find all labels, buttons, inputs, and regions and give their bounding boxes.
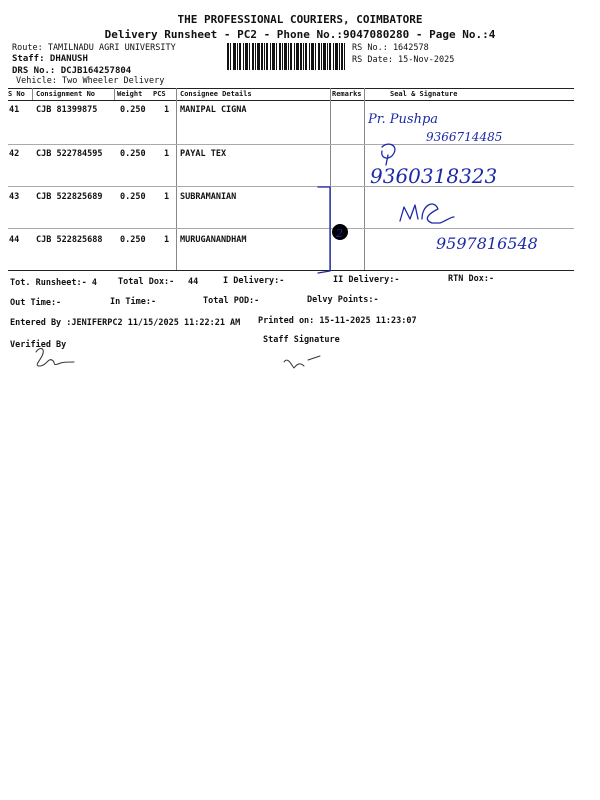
row-42-consignee: PAYAL TEX <box>180 149 227 159</box>
row-43-consignment: CJB 522825689 <box>36 192 103 202</box>
col-consignment-header: Consignment No <box>36 90 96 98</box>
row-41-receiver-phone: 9366714485 <box>426 130 503 144</box>
verifier-signature <box>28 340 88 370</box>
route-label: Route: TAMILNADU AGRI UNIVERSITY <box>12 43 176 53</box>
printed-on: Printed on: 15-11-2025 11:23:07 <box>258 316 417 326</box>
row-42-sno: 42 <box>9 149 20 159</box>
row-44-sno: 44 <box>9 235 20 245</box>
tot-runsheet: Tot. Runsheet:- 4 <box>10 278 97 288</box>
handwritten-signatures <box>318 95 588 280</box>
ii-delivery: II Delivery:- <box>333 275 400 285</box>
row-41-weight: 0.250 <box>120 105 146 115</box>
row-41-consignment: CJB 81399875 <box>36 105 98 115</box>
col-pcs-header: PCS <box>153 90 166 98</box>
col-divider <box>114 88 115 100</box>
row-42-pcs: 1 <box>164 149 170 159</box>
col-seal-header: Seal & Signature <box>390 90 458 98</box>
total-dox-value: 44 <box>188 277 199 287</box>
row-41-sno: 41 <box>9 105 20 115</box>
row-43-consignee: SUBRAMANIAN <box>180 192 237 202</box>
verified-by-label: Verified By <box>10 340 67 350</box>
row-44-pcs: 1 <box>164 235 170 245</box>
i-delivery: I Delivery:- <box>223 276 285 286</box>
rs-date: RS Date: 15-Nov-2025 <box>352 55 455 65</box>
row-41-pcs: 1 <box>164 105 170 115</box>
vehicle-label: Vehicle: Two Wheeler Delivery <box>16 76 165 86</box>
barcode-image <box>227 43 345 70</box>
staff-signature-label: Staff Signature <box>263 335 340 345</box>
col-divider <box>176 88 177 271</box>
row-42-consignment: CJB 522784595 <box>36 149 103 159</box>
row-42-receiver-phone: 9360318323 <box>370 164 498 188</box>
bracket-mark: 2 <box>336 227 343 240</box>
row-44-consignment: CJB 522825688 <box>36 235 103 245</box>
delvy-points: Delvy Points:- <box>307 295 379 305</box>
row-44-consignee: MURUGANANDHAM <box>180 235 247 245</box>
row-41-receiver-name: Pr. Pushpa <box>368 112 439 127</box>
row-43-sno: 43 <box>9 192 20 202</box>
entered-by: Entered By :JENIFERPC2 11/15/2025 11:22:21 AM <box>10 318 241 328</box>
col-divider <box>32 88 33 100</box>
row-44-receiver-phone: 9597816548 <box>436 234 538 253</box>
total-pod: Total POD:- <box>203 296 260 306</box>
row-41-consignee: MANIPAL CIGNA <box>180 105 247 115</box>
company-title: THE PROFESSIONAL COURIERS, COIMBATORE <box>177 13 423 26</box>
rtn-dox: RTN Dox:- <box>448 274 495 284</box>
row-43-pcs: 1 <box>164 192 170 202</box>
total-dox-label: Total Dox:- <box>118 277 175 287</box>
staff-label: Staff: DHANUSH <box>12 54 88 64</box>
row-44-weight: 0.250 <box>120 235 146 245</box>
out-time: Out Time:- <box>10 298 62 308</box>
row-43-weight: 0.250 <box>120 192 146 202</box>
row-42-weight: 0.250 <box>120 149 146 159</box>
runsheet-subtitle: Delivery Runsheet - PC2 - Phone No.:9047080280 - Page No.:4 <box>104 28 496 41</box>
col-remarks-header: Remarks <box>332 90 362 98</box>
col-consignee-header: Consignee Details <box>180 90 252 98</box>
staff-signature <box>280 352 330 372</box>
col-weight-header: Weight <box>117 90 143 98</box>
table-top-rule <box>8 88 574 89</box>
rs-number: RS No.: 1642578 <box>352 43 429 53</box>
drs-number: DRS No.: DCJB164257804 <box>12 66 132 76</box>
col-sno-header: S No <box>8 90 25 98</box>
in-time: In Time:- <box>110 297 157 307</box>
